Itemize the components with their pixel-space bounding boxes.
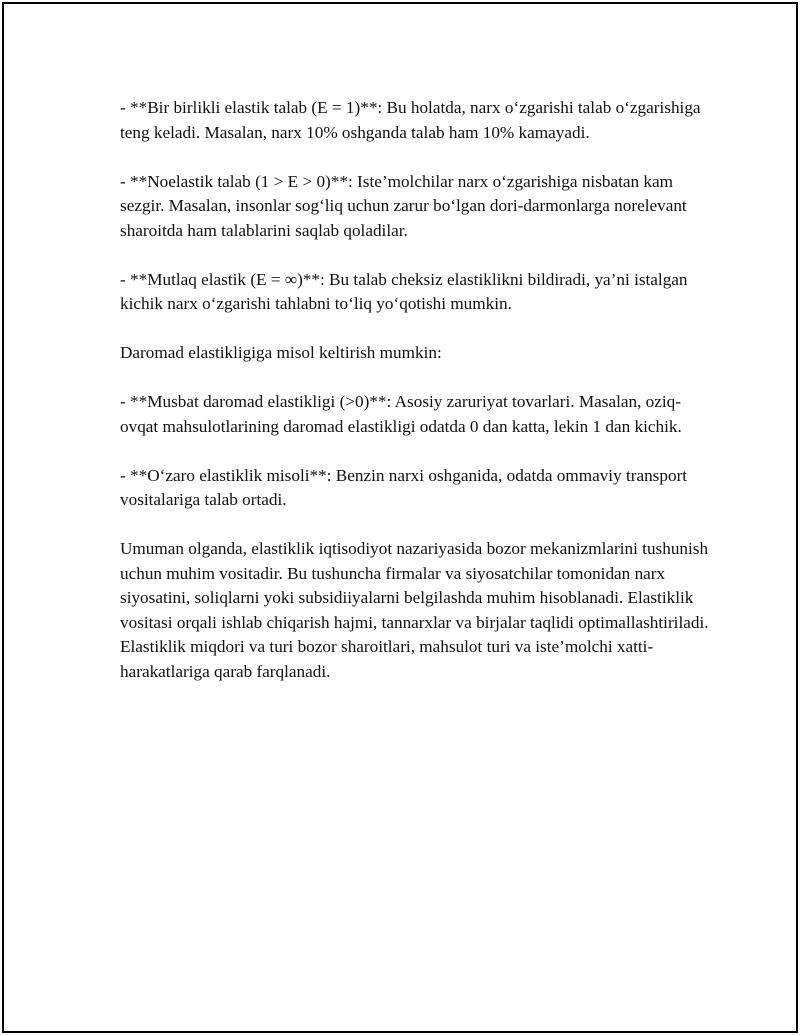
paragraph-conclusion: Umuman olganda, elastiklik iqtisodiyot nazariyasida bozor mekanizmlarini tushunish uchun muhim vositadir. Bu tushuncha firmalar va siyosatchilar tomonidan narx siyosatini, soliqlarni yoki subsidiiyalarni belgilashda muhim hisoblanadi. Elastiklik vositasi orqali ishlab chiqarish hajmi, tannarxlar va birjalar taqlidi optimallashtiriladi. Elastiklik miqdori va turi bozor sharoitlari, mahsulot turi va iste’molchi xatti-harakatlariga qarab farqlanadi. (120, 539, 709, 681)
paragraph-perfectly-elastic: - **Mutlaq elastik (E = ∞)**: Bu talab cheksiz elastiklikni bildiradi, ya’ni istalgan kichik narx o‘zgarishi tahlabni to‘liq yo‘qotishi mumkin. (120, 269, 688, 313)
paragraph-unit-elastic: - **Bir birlikli elastik talab (E = 1)**: Bu holatda, narx o‘zgarishi talab o‘zgarishiga teng keladi. Masalan, narx 10% oshganda talab ham 10% kamayadi. (120, 98, 701, 142)
paragraph-inelastic: - **Noelastik talab (1 > E > 0)**: Iste’molchilar narx o‘zgarishiga nisbatan kam sezgir. Masalan, insonlar sog‘liq uchun zarur bo‘lgan dori-darmonlarga norelevant sharoitda ham talablarini saqlab qoladilar. (120, 171, 687, 240)
document-page (2, 2, 798, 1033)
paragraph-positive-income-elasticity: - **Musbat daromad elastikligi (>0)**: Asosiy zaruriyat tovarlari. Masalan, oziq-ovqat mahsulotlarining daromad elastikligi odatda 0 dan katta, lekin 1 dan kichik. (120, 392, 682, 436)
paragraph-income-elasticity-intro: Daromad elastikligiga misol keltirish mumkin: (120, 343, 442, 362)
document-body (120, 96, 710, 709)
paragraph-cross-elasticity: - **O‘zaro elastiklik misoli**: Benzin narxi oshganida, odatda ommaviy transport vositalariga talab ortadi. (120, 465, 688, 509)
